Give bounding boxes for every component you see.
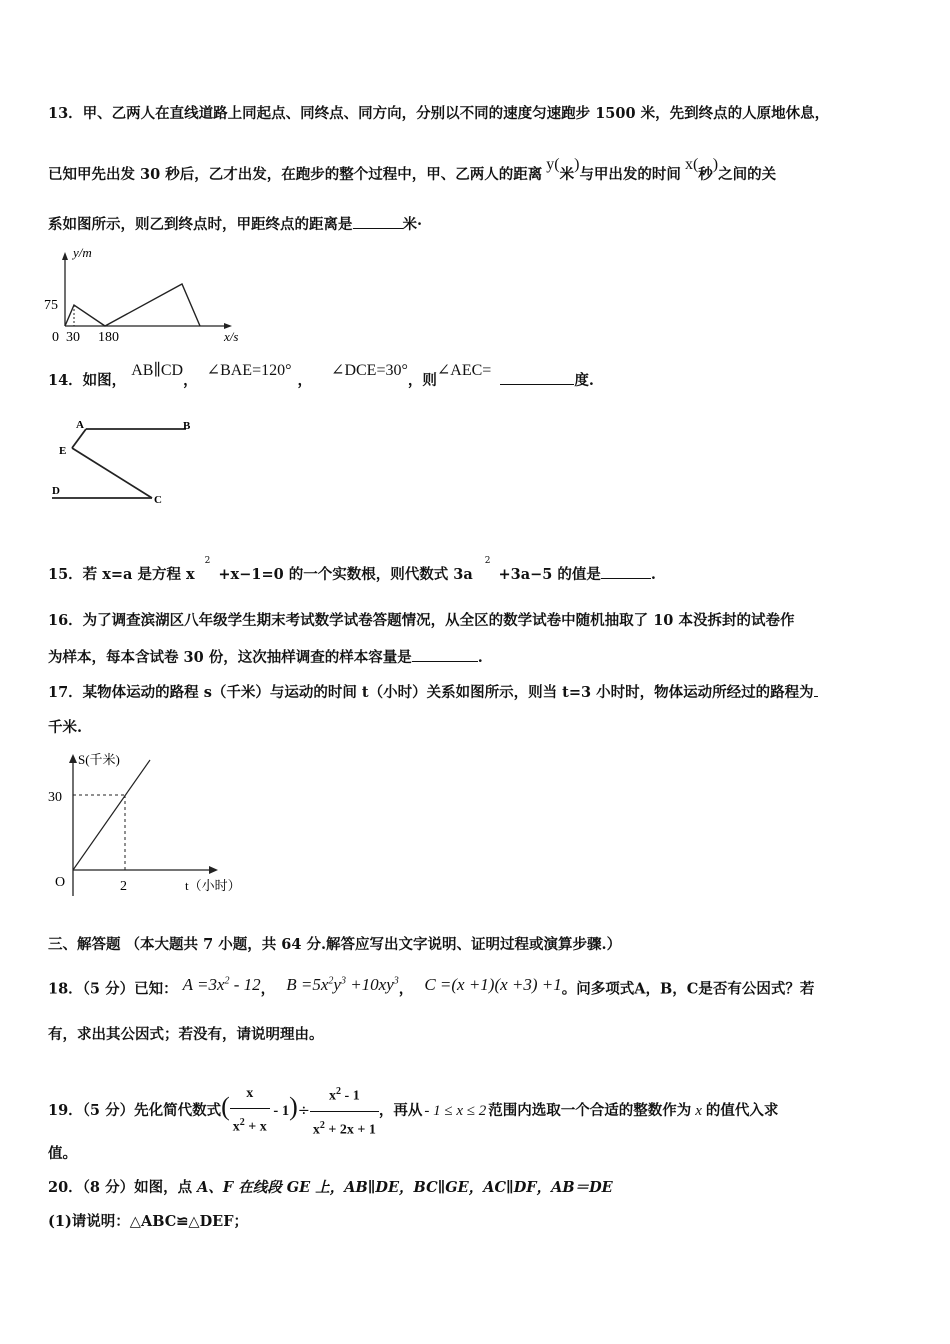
q17-line2: 千米. [48,719,83,736]
answer-blank [353,214,403,229]
y-tick-75: 75 [44,298,58,313]
label-B: B [183,420,191,432]
q14-cond1: AB∥CD [131,362,184,379]
answer-blank [601,564,651,579]
poly-A: $A =3x^2 - 12$ [182,974,261,994]
q17-line1: 17．某物体运动的路程 s（千米）与运动的时间 t（小时）关系如图所示，则当 t=3 小时时，物体运动所经过的路程为 [48,682,818,703]
q18-line1: 18．（5 分）已知： $A =3x^2 - 12$， $B =5x^2y^3 +10xy^3$， C =(x +1)(x +3) +1。问多项式A，B，C是否有公因式？若 [48,974,815,998]
q16-line2: 为样本，每本含试卷 30 份，这次抽样调查的样本容量是 . [48,649,483,666]
answer-blank [814,682,818,697]
q13-graph [40,244,260,348]
answer-blank [412,647,478,662]
x-axis-label: x/s [224,329,239,344]
x-axis-label: t（小时） [185,878,241,893]
x-tick-0: 0 [52,330,59,345]
y-unit: 米 [559,166,575,183]
distance-time-line [73,760,150,870]
fraction-1: $\frac{x}{x^2 + x}$ [230,1080,270,1142]
x-tick-30: 30 [66,330,80,345]
q13-line3: 系如图所示，则乙到终点时，甲距终点的距离是 米· [48,216,423,233]
x-unit: 秒 [698,166,713,183]
section3-title: 三、解答题 （本大题共 7 小题，共 64 分.解答应写出文字说明、证明过程或演算步骤.） [48,936,622,953]
answer-blank [500,370,574,385]
y-axis-label: y/m [73,245,92,260]
segment-EC [72,448,152,498]
y-tick-30: 30 [48,790,62,805]
q14-figure [48,414,191,510]
y-axis-label: S(千米) [78,752,120,767]
q20-line1: 20．（8 分）如图，点 A、F 在线段 GE 上，AB∥DE，BC∥GE，AC∥DF，AB＝DE [48,1179,613,1196]
q14-line: 14．如图， AB∥CD， ∠BAE=120°， ∠DCE=30°，则∠AEC= 度. [48,362,594,389]
q14-cond2: ∠BAE=120° [206,362,292,379]
poly-B: $B =5x^2y^3 +10xy^3$ [286,974,399,994]
q20-line2: (1)请说明：△ABC≌△DEF； [48,1213,248,1230]
q14-ask: ∠AEC= [436,362,492,379]
x-tick-2: 2 [120,879,127,894]
q13-line1: 13．甲、乙两人在直线道路上同起点、同终点、同方向，分别以不同的速度匀速跑步 1500 米，先到终点的人原地休息， [48,105,830,122]
fraction-2: $\frac{x^2 - 1}{x^2 + 2x + 1}$ [310,1078,379,1144]
q17-graph [40,746,260,902]
q19-line1: 19．（5 分）先化简代数式( $\frac{x}{x^2 + x}$ - 1)÷ $\frac{x^2 - 1}{x^2 + 2x + 1}$ ，再从 - 1 ≤ x ≤ 2 范围内选取一个合适的整数作为 x 的值代入求 [48,1078,778,1144]
poly-C: C =(x +1)(x +3) +1 [424,974,562,994]
label-A: A [76,419,84,431]
q14-cond3: ∠DCE=30° [331,362,408,379]
y-symbol: y( [546,156,560,173]
q18-line2: 有，求出其公因式；若没有，请说明理由。 [48,1026,324,1043]
segment-AE [72,429,86,448]
label-D: D [52,485,60,497]
q13-line2: 已知甲先出发 30 秒后，乙才出发，在跑步的整个过程中，甲、乙两人的距离y(米)与甲出发的时间x(秒)之间的关 [48,156,777,183]
label-C: C [154,494,162,506]
range-inequality: - 1 ≤ x ≤ 2 [424,1103,487,1120]
x-symbol: x( [684,156,699,173]
q19-line2: 值。 [48,1145,77,1162]
origin-label: O [55,875,66,890]
label-E: E [59,445,67,457]
distance-line [65,284,200,326]
x-tick-180: 180 [98,330,119,345]
q15-line: 15．若 x=a 是方程 $x^2+x-1=0$ 的一个实数根，则代数式 $3a^2+3a-5$ 的值是 . [48,556,656,583]
q16-line1: 16．为了调查滨湖区八年级学生期末考试数学试卷答题情况，从全区的数学试卷中随机抽取了 10 本没拆封的试卷作 [48,612,795,629]
